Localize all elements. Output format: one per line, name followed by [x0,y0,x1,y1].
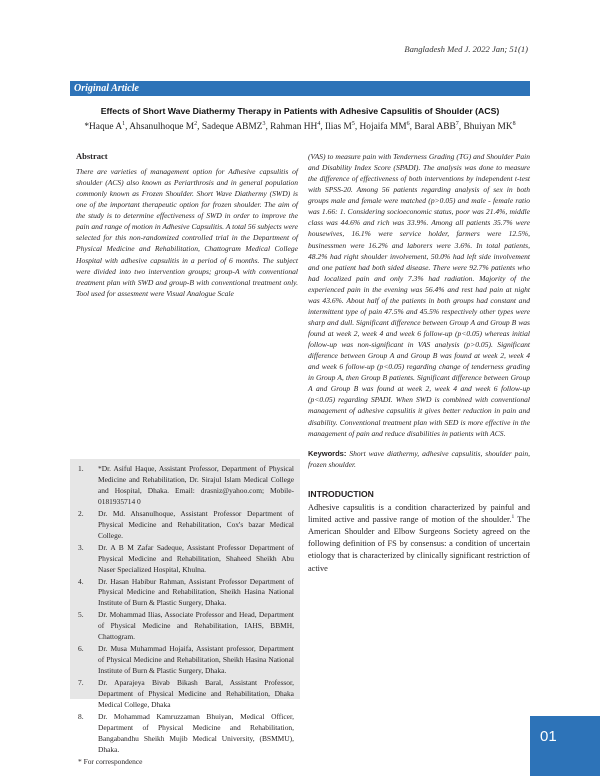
keywords-text: Short wave diathermy, adhesive capsulitis, shoulder pain, frozen shoulder. [308,448,530,469]
author-affiliation-number: 2 [194,120,198,127]
author-affiliation-number: 3 [262,120,266,127]
affiliation-text: Dr. Mohammad Kamruzzaman Bhuiyan, Medical Officer, Department of Physical Medicine and Rehabilitation, Bangabandhu Sheikh Mujib Medical University, (BSMMU), Dhaka. [98,711,294,754]
author-affiliation-number: 5 [351,120,355,127]
abstract-text-part1: There are varieties of management option for Adhesive capsulitis of shoulder (ACS) also known as Periarthrosis and in general population commonly known as Frozen Shoulder. Short Wave Diathermy (SWD) is one of the important therapeutic option for frozen shoulder. The aim of the study is to determine effectiveness of SWD in order to improve the pain and range of motion in Adhesive Capsulitis. A total 56 subjects were selected for this non-randomized controlled trial in the Department of Physical Medicine and Rehabilitation, Chattogram Medical College Hospital with adhesive capsulitis in a period of 6 months. The subject were divided into two intervention groups; group-A with conventional treatment plan with SWD and group-B with conventional treatment only. Tool used for assesment were Visual Analogue Scale [76,167,298,298]
author-affiliation-number: 8 [512,120,516,127]
affiliation-item [78,543,294,576]
article-title: Effects of Short Wave Diathermy Therapy in Patients with Adhesive Capsulitis of Shoulder (ACS) [100,106,500,116]
affiliations-list [78,464,294,756]
author-affiliation-number: 7 [455,120,459,127]
section-label-bar: Original Article [70,81,530,96]
affiliation-text: Dr. Md. Ahsanulhoque, Assistant Professor Department of Physical Medicine and Rehabilitation, Cox's bazar Medical College. [98,508,294,540]
keywords [308,448,530,470]
affiliation-text: Dr. Mohammad Ilias, Associate Professor and Head, Department of Physical Medicine and Rehabilitation, IAHS, BBMH, Chattogram. [98,610,294,642]
abstract-heading: Abstract [76,151,108,161]
affiliation-number: 2. [78,508,84,518]
affiliation-number: 1. [78,464,84,473]
affiliation-number: 5. [78,610,84,620]
author: Baral ABB [414,122,456,132]
citation-reference: 1 [511,514,515,521]
introduction-heading: INTRODUCTION [308,488,374,499]
affiliation-text: Dr. Aparajeya Bivab Bikash Baral, Assistant Professor, Department of Physical Medicine and Rehabilitation, Dhaka Medical College, Dhaka [98,678,294,710]
affiliation-number: 4. [78,576,84,586]
affiliation-number: 6. [78,644,84,654]
right-column [308,151,530,575]
abstract-text-part2: (VAS) to measure pain with Tenderness Grading (TG) and Shoulder Pain and Disability Index Score (SPADI). The analysis was done to measure the difference of effectiveness of both interventions by independent t-test with SPSS-20. Among 56 patients regarding analysis of sex in both groups male and female were matched (p>0.05) and male - female ratio was 1.66: 1. Considering socioeconomic status, poor was 21.4%, middle class was 44.6% and rich was 33.9%. Among all patients 35.7% were housewives, 16.1% were service holder, farmers were 12.5%, businessmen were 16.2% and laborers were 3.6%. In total patients, 48.2% had right shoulder involvement, 50.0% had left side involvement and one patient had both sided disease. There were 92.7% patients who had localized pain and only 7.3% had radiation. Majority of the experienced pain in the evening was 56.4% and rest had pain at night was 43.6%. About half of the patients in both groups had constant and intermittent type of pain 47.5% and 45.5% respectively other types were sharp and dull. Significant difference between Group A and Group B was found at week 2, week 4 and week 6 follow-up (p<0.05) whereas initial follow-up was non-significant in VAS analysis (p>0.05). Significant difference between Group A and Group B was found at week 2, week 4 and week 6 follow-up (p<0.05) regarding change of tenderness grading in Group A, then Group B patients. Significant difference between Group A and Group B was found at week 2, week 4 and week 6 follow-up (p<0.05) regarding SPADI. When SWD is combined with conventional management of adhesive capsulitis it gives better reduction in pain and disability. Conventional treatment plan with SED is more effective in the management of pain and reduce disabilities in patients with ACS. [308,152,530,438]
journal-reference: Bangladesh Med J. 2022 Jan; 51(1) [404,44,528,54]
affiliation-text: *Dr. Asiful Haque, Assistant Professor, Department of Physical Medicine and Rehabilitation, Dr. Sirajul Islam Medical College and Hospital, Dhaka. Email: drasniz@yahoo.com; Mobile- 0181935714 0 [98,464,294,506]
affiliation-item [78,577,294,610]
affiliation-number: 8. [78,711,84,721]
affiliation-number: 3. [78,542,84,552]
author-affiliation-number: 4 [317,120,321,127]
author-affiliation-number: 6 [406,120,410,127]
left-column [76,151,298,299]
introduction-text [308,502,530,575]
keywords-label: Keywords: [308,448,347,458]
correspondence-note: * For correspondence [78,756,143,766]
affiliation-item [78,678,294,711]
author: Hojaifa MM [359,122,407,132]
introduction-text-b: The American Shoulder and Elbow Surgeons Society agreed on the following definition of FS by consensus: a condition of uncertain etiology that is characterized by clinically significant restriction of active [308,514,531,573]
affiliation-item [78,464,294,508]
affiliation-number: 7. [78,678,84,688]
affiliations-box [70,459,300,766]
author: Ilias M [325,122,352,132]
author: Rahman HH [270,122,318,132]
affiliation-item [78,610,294,643]
affiliation-text: Dr. A B M Zafar Sadeque, Assistant Professor Department of Physical Medicine and Rehabilitation, Shaheed Sheikh Abu Naser Specialized Hospital, Khulna. [98,542,294,574]
affiliation-text: Dr. Hasan Habibur Rahman, Assistant Professor Department of Physical Medicine and Rehabilitation, Sheikh Hasina National Institute of Burn & Plastic Surgery, Dhaka. [98,576,294,608]
affiliation-item [78,712,294,756]
author-affiliation-number: 1 [122,120,126,127]
page-number: 01 [540,728,557,745]
author-list: *Haque $A^1$, Ahsanulhoque $M^2$, Sadeque ABMZ$^3$, Rahman $HH^4$, Ilias $M^5$, Hojaifa $MM^6$, Baral ABB$^7$, Bhuiyan $MK^8$ [84,120,516,132]
author: Sadeque ABMZ [201,122,263,132]
introduction-text-a: Adhesive capsulitis is a condition characterized by painful and limited active and passive range of motion of the shoulder. [308,502,530,524]
author: *Haque A [84,122,123,132]
affiliation-item [78,509,294,542]
author: Ahsanulhoque M [129,122,195,132]
author: Bhuiyan MK [463,122,513,132]
affiliation-item [78,644,294,677]
affiliation-text: Dr. Musa Muhammad Hojaifa, Assistant professor, Department of Physical Medicine and Rehabilitation, Sheikh Hasina National Institute of Burn & Plastic Surgery, Dhaka. [98,644,294,676]
page-number-tab [530,716,600,776]
